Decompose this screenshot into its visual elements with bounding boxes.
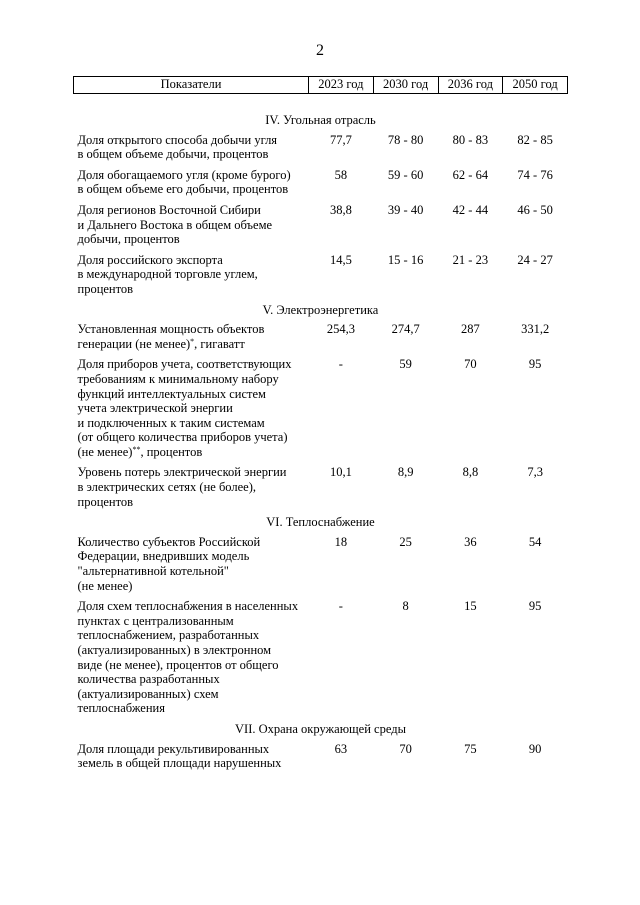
indicator-name-line xyxy=(78,232,309,247)
value-cell: 39 - 40 xyxy=(387,202,424,217)
indicator-name-line xyxy=(78,372,309,387)
table-row xyxy=(74,133,568,168)
section-row xyxy=(74,515,568,535)
value-cell: 95 xyxy=(528,357,542,372)
table-header-row xyxy=(74,77,568,94)
indicator-name xyxy=(74,168,309,203)
value-cell: 78 - 80 xyxy=(387,132,424,147)
indicator-name-line xyxy=(78,643,309,658)
value-cell: 80 - 83 xyxy=(452,132,489,147)
value-cell: 82 - 85 xyxy=(517,132,553,147)
section-row xyxy=(74,722,568,742)
value-cell: 58 xyxy=(334,167,348,182)
indicator-name-line xyxy=(78,495,309,510)
value-cell: 7,3 xyxy=(527,465,543,480)
indicator-name-line xyxy=(78,701,309,716)
indicator-name-text: генерации (не менее) xyxy=(77,336,191,351)
value-cell: 59 - 60 xyxy=(387,167,424,182)
value-cell: 75 xyxy=(464,741,477,756)
indicator-name xyxy=(74,535,309,599)
indicator-name-line xyxy=(78,480,309,495)
value-cell: 287 xyxy=(461,322,480,337)
value-cell: - xyxy=(338,357,343,372)
indicator-name-text: теплоснабжения xyxy=(77,701,165,716)
table-row xyxy=(74,465,568,515)
value-cell: 8,8 xyxy=(462,465,479,480)
indicator-name-text: Доля обогащаемого угля (кроме бурого) xyxy=(77,167,291,182)
indicator-name-text: "альтернативной котельной" xyxy=(77,564,229,579)
value-cell: 18 xyxy=(334,534,348,549)
indicator-name-text: теплоснабжением, разработанных xyxy=(77,628,260,643)
value-cell: 42 - 44 xyxy=(452,202,489,217)
indicator-name-line xyxy=(78,387,309,402)
indicators-table xyxy=(73,76,568,777)
indicator-name-text: Доля открытого способа добычи угля xyxy=(77,132,278,147)
indicator-name-text: функций интеллектуальных систем xyxy=(77,386,266,401)
indicator-name-line xyxy=(78,218,309,233)
value-cell: 21 - 23 xyxy=(452,252,489,267)
indicator-name-text: Установленная мощность объектов xyxy=(77,322,265,337)
table-row xyxy=(74,203,568,253)
section-row xyxy=(74,303,568,323)
indicator-name-line xyxy=(78,535,309,550)
indicator-name-text: (актуализированных) в электронном xyxy=(77,643,272,657)
indicator-name xyxy=(74,133,309,168)
value-cell: 10,1 xyxy=(329,465,352,480)
value-cell: 15 - 16 xyxy=(387,252,424,267)
indicator-name-text: учета электрической энергии xyxy=(77,401,233,416)
value-cell: 24 - 27 xyxy=(517,252,553,267)
indicator-name xyxy=(74,465,309,515)
indicator-name-line xyxy=(78,628,309,643)
indicator-name-text: Доля регионов Восточной Сибири xyxy=(77,202,261,217)
indicator-name-text: (от общего количества приборов учета) xyxy=(77,430,288,445)
value-cell: 70 xyxy=(464,357,477,372)
value-cell: 59 xyxy=(399,357,412,372)
value-cell: 90 xyxy=(528,741,542,756)
indicator-name-line xyxy=(78,549,309,564)
indicator-name-text: Уровень потерь электрической энергии xyxy=(77,465,287,480)
value-cell: 74 - 76 xyxy=(517,167,553,182)
indicator-name xyxy=(74,357,309,465)
value-cell: 15 xyxy=(464,599,477,614)
indicator-name-text: в электрических сетях (не более), xyxy=(77,480,257,495)
indicator-name-text: Доля схем теплоснабжения в населенных xyxy=(77,599,299,614)
indicator-name-text: виде (не менее), процентов от общего xyxy=(77,657,279,672)
footnote-marker: ** xyxy=(132,444,141,454)
indicator-name xyxy=(74,599,309,722)
value-cell: 70 xyxy=(399,741,412,756)
indicator-name-line xyxy=(78,672,309,687)
indicator-name-line xyxy=(78,133,309,148)
indicator-name-text: (актуализированных) схем xyxy=(77,686,219,701)
indicator-name-text: Доля площади рекультивированных xyxy=(77,741,270,756)
indicator-name-line xyxy=(78,430,309,445)
table-row xyxy=(74,322,568,357)
indicator-name-line xyxy=(78,564,309,579)
indicator-name-text: Федерации, внедривших модель xyxy=(77,549,250,564)
value-cell: 8,9 xyxy=(397,465,414,480)
header-indicators: Показатели xyxy=(74,77,309,94)
value-cell: 77,7 xyxy=(329,132,352,147)
value-cell: 63 xyxy=(334,741,348,756)
value-cell: - xyxy=(338,599,343,614)
indicator-name xyxy=(74,203,309,253)
value-cell: 14,5 xyxy=(329,252,352,267)
indicator-name-line xyxy=(78,147,309,162)
indicator-name-text: и Дальнего Востока в общем объеме xyxy=(77,217,273,232)
indicator-name-text: Количество субъектов Российской xyxy=(77,534,261,549)
indicator-name-line xyxy=(78,253,309,268)
indicator-name-text: количества разработанных xyxy=(77,672,220,687)
value-cell: 8 xyxy=(402,599,409,614)
indicator-name-text: в общем объеме его добычи, процентов xyxy=(77,182,289,197)
value-cell: 62 - 64 xyxy=(452,167,489,182)
value-cell: 95 xyxy=(528,599,542,614)
indicator-name-line xyxy=(78,203,309,218)
value-cell: 254,3 xyxy=(326,322,355,337)
indicator-name-line xyxy=(78,465,309,480)
indicator-name-line xyxy=(78,445,309,460)
value-cell: 25 xyxy=(399,534,412,549)
section-title: V. Электроэнергетика xyxy=(262,302,379,317)
section-title: VI. Теплоснабжение xyxy=(266,515,375,530)
indicator-name-text: пунктах с централизованным xyxy=(77,613,234,628)
indicator-name-line xyxy=(78,282,309,297)
indicator-name-text: в общем объеме добычи, процентов xyxy=(77,147,269,162)
page-number: 2 xyxy=(316,42,324,59)
indicator-name-line xyxy=(78,756,309,771)
table-row xyxy=(74,357,568,465)
indicator-name xyxy=(74,742,309,777)
indicator-name-line xyxy=(78,742,309,757)
indicator-name-text: процентов xyxy=(77,494,134,509)
indicator-name-line xyxy=(78,599,309,614)
table-body xyxy=(74,94,568,777)
value-cell: 38,8 xyxy=(329,202,352,217)
header-year-2023: 2023 год xyxy=(309,77,374,94)
indicator-name-text: земель в общей площади нарушенных xyxy=(77,756,282,771)
indicator-name-line xyxy=(78,614,309,629)
value-cell: 46 - 50 xyxy=(517,202,553,217)
indicator-name-line xyxy=(78,401,309,416)
indicator-unit: , процентов xyxy=(140,444,203,459)
indicator-name-line xyxy=(78,322,309,337)
header-year-2050: 2050 год xyxy=(503,77,568,94)
table-row xyxy=(74,253,568,303)
value-cell: 54 xyxy=(528,534,542,549)
indicator-name-text: и подключенных к таким системам xyxy=(77,415,265,430)
indicator-name xyxy=(74,253,309,303)
indicator-name-line xyxy=(78,168,309,183)
indicator-name-line xyxy=(78,267,309,282)
table-row xyxy=(74,599,568,722)
section-title: IV. Угольная отрасль xyxy=(265,113,376,127)
indicator-name-line xyxy=(78,357,309,372)
indicator-name-text: Доля российского экспорта xyxy=(77,252,223,267)
footnote-marker: * xyxy=(190,336,195,346)
indicator-name-line xyxy=(78,687,309,702)
indicator-name-text: добычи, процентов xyxy=(77,232,180,247)
indicator-name-text: требованиям к минимальному набору xyxy=(77,371,279,386)
table-row xyxy=(74,535,568,599)
indicator-name-line xyxy=(78,337,309,352)
indicator-name xyxy=(74,322,309,357)
indicator-name-line xyxy=(78,579,309,594)
indicator-name-text: в международной торговле углем, xyxy=(77,267,258,282)
header-year-2036: 2036 год xyxy=(438,77,503,94)
section-title: VII. Охрана окружающей среды xyxy=(235,721,406,736)
indicator-name-text: процентов xyxy=(77,281,134,296)
table-row xyxy=(74,168,568,203)
indicator-name-line xyxy=(78,658,309,673)
indicator-name-text: (не менее) xyxy=(77,578,133,593)
value-cell: 274,7 xyxy=(391,322,420,337)
indicator-name-line xyxy=(78,182,309,197)
table-row xyxy=(74,742,568,777)
indicator-unit: , гигаватт xyxy=(194,336,245,351)
indicator-name-text: (не менее) xyxy=(77,444,133,459)
indicator-name-line xyxy=(78,416,309,431)
indicator-name-text: Доля приборов учета, соответствующих xyxy=(77,357,292,372)
section-row xyxy=(74,94,568,133)
value-cell: 331,2 xyxy=(521,322,550,337)
value-cell: 36 xyxy=(464,534,477,549)
header-year-2030: 2030 год xyxy=(373,77,438,94)
